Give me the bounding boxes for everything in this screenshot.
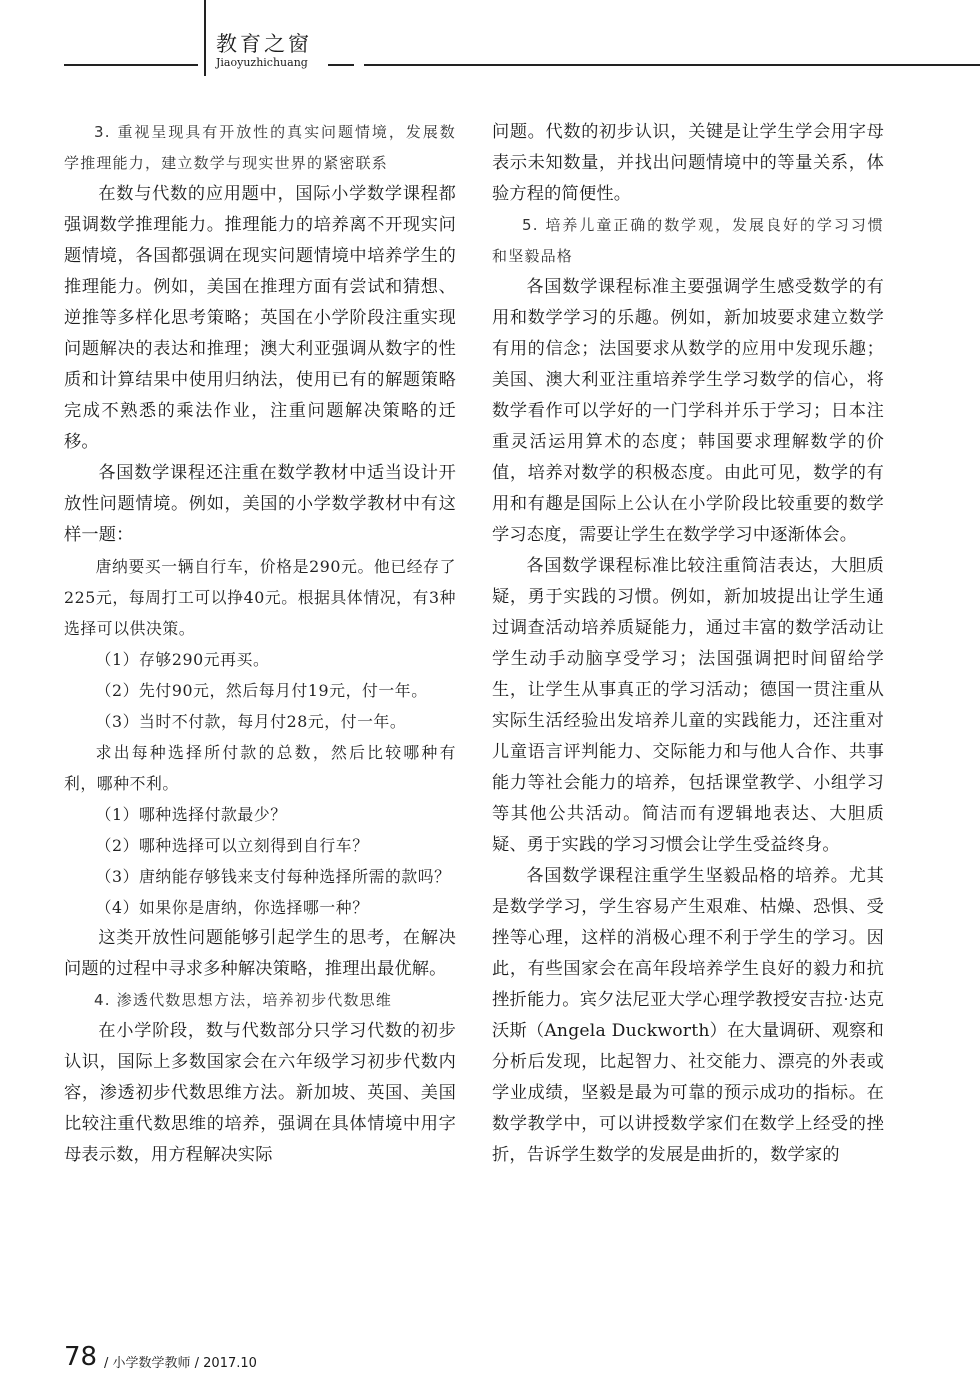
column-title: 教育之窗 xyxy=(216,32,312,56)
paragraph: 这类开放性问题能够引起学生的思考，在解决问题的过程中寻求多种解决策略，推理出最优解。 xyxy=(64,928,456,979)
paragraph: （1）哪种选择付款最少？ xyxy=(95,805,287,824)
header-divider xyxy=(204,0,206,76)
header-rule-right xyxy=(364,64,980,66)
paragraph: （2）先付90元，然后每月付19元，付一年。 xyxy=(95,681,428,700)
column-subtitle: Jiaoyuzhichuang xyxy=(216,56,308,69)
section-heading: 4. 渗透代数思想方法，培养初步代数思维 xyxy=(94,991,393,1009)
paragraph: 求出每种选择所付款的总数，然后比较哪种有利，哪种不利。 xyxy=(64,743,456,793)
section-heading: 3. 重视呈现具有开放性的真实问题情境，发展数学推理能力，建立数学与现实世界的紧密联系 xyxy=(64,123,456,172)
paragraph: 问题。代数的初步认识，关键是让学生学会用字母表示未知数量，并找出问题情境中的等量关系，体验方程的简便性。 xyxy=(492,122,884,204)
paragraph: 唐纳要买一辆自行车，价格是290元。他已经存了225元，每周打工可以挣40元。根据具体情况，有3种选择可以供决策。 xyxy=(64,557,456,638)
section-heading: 5. 培养儿童正确的数学观，发展良好的学习习惯和坚毅品格 xyxy=(492,216,884,265)
journal-info: / 小学数学教师 / 2017.10 xyxy=(104,1356,257,1371)
paragraph: （1）存够290元再买。 xyxy=(95,650,270,669)
paragraph: （4）如果你是唐纳，你选择哪一种？ xyxy=(95,898,369,917)
paragraph: 在数与代数的应用题中，国际小学数学课程都强调数学推理能力。推理能力的培养离不开现实问题情境，各国都强调在现实问题情境中培养学生的推理能力。例如，美国在推理方面有尝试和猜想、逆推等多样化思考策略；英国在小学阶段注重实现问题解决的表达和推理；澳大利亚强调从数字的性质和计算结果中使用归纳法，使用已有的解题策略完成不熟悉的乘法作业，注重问题解决策略的迁移。 xyxy=(64,184,456,452)
left-column xyxy=(64,117,456,1171)
paragraph: （3）唐纳能存够钱来支付每种选择所需的款吗？ xyxy=(95,867,451,886)
paragraph: 在小学阶段，数与代数部分只学习代数的初步认识，国际上多数国家会在六年级学习初步代数内容，渗透初步代数思维方法。新加坡、英国、美国比较注重代数思维的培养，强调在具体情境中用字母表示数，用方程解决实际 xyxy=(64,1021,456,1165)
page-number: 78 xyxy=(64,1342,98,1372)
header-rule-mid xyxy=(328,64,354,66)
paragraph: 各国数学课程标准主要强调学生感受数学的有用和数学学习的乐趣。例如，新加坡要求建立数学有用的信念；法国要求从数学的应用中发现乐趣；美国、澳大利亚注重培养学生学习数学的信心，将数学看作可以学好的一门学科并乐于学习；日本注重灵活运用算术的态度；韩国要求理解数学的价值，培养对数学的积极态度。由此可见，数学的有用和有趣是国际上公认在小学阶段比较重要的数学学习态度，需要让学生在数学学习中逐渐体会。 xyxy=(492,277,884,545)
paragraph: 各国数学课程还注重在数学教材中适当设计开放性问题情境。例如，美国的小学数学教材中有这样一题： xyxy=(64,463,456,545)
right-column xyxy=(492,117,884,1171)
paragraph: 各国数学课程注重学生坚毅品格的培养。尤其是数学学习，学生容易产生艰难、枯燥、恐惧、受挫等心理，这样的消极心理不利于学生的学习。因此，有些国家会在高年段培养学生良好的毅力和抗挫折能力。宾夕法尼亚大学心理学教授安吉拉·达克沃斯（Angela Duckworth）在大量调研、观察和分析后发现，比起智力、社交能力、漂亮的外表或学业成绩，坚毅是最为可靠的预示成功的指标。在数学教学中，可以讲授数学家们在数学上经受的挫折，告诉学生数学的发展是曲折的，数学家的 xyxy=(492,866,884,1165)
paragraph: （2）哪种选择可以立刻得到自行车？ xyxy=(95,836,369,855)
paragraph: 各国数学课程标准比较注重简洁表达，大胆质疑，勇于实践的习惯。例如，新加坡提出让学生通过调查活动培养质疑能力，通过丰富的数学活动让学生动手动脑享受学习；法国强调把时间留给学生，让学生从事真正的学习活动；德国一贯注重从实际生活经验出发培养儿童的实践能力，还注重对儿童语言评判能力、交际能力和与他人合作、共事能力等社会能力的培养，包括课堂教学、小组学习等其他公共活动。简洁而有逻辑地表达、大胆质疑、勇于实践的学习习惯会让学生受益终身。 xyxy=(492,556,884,855)
header-rule-left xyxy=(64,64,198,66)
paragraph: （3）当时不付款，每月付28元，付一年。 xyxy=(95,712,407,731)
